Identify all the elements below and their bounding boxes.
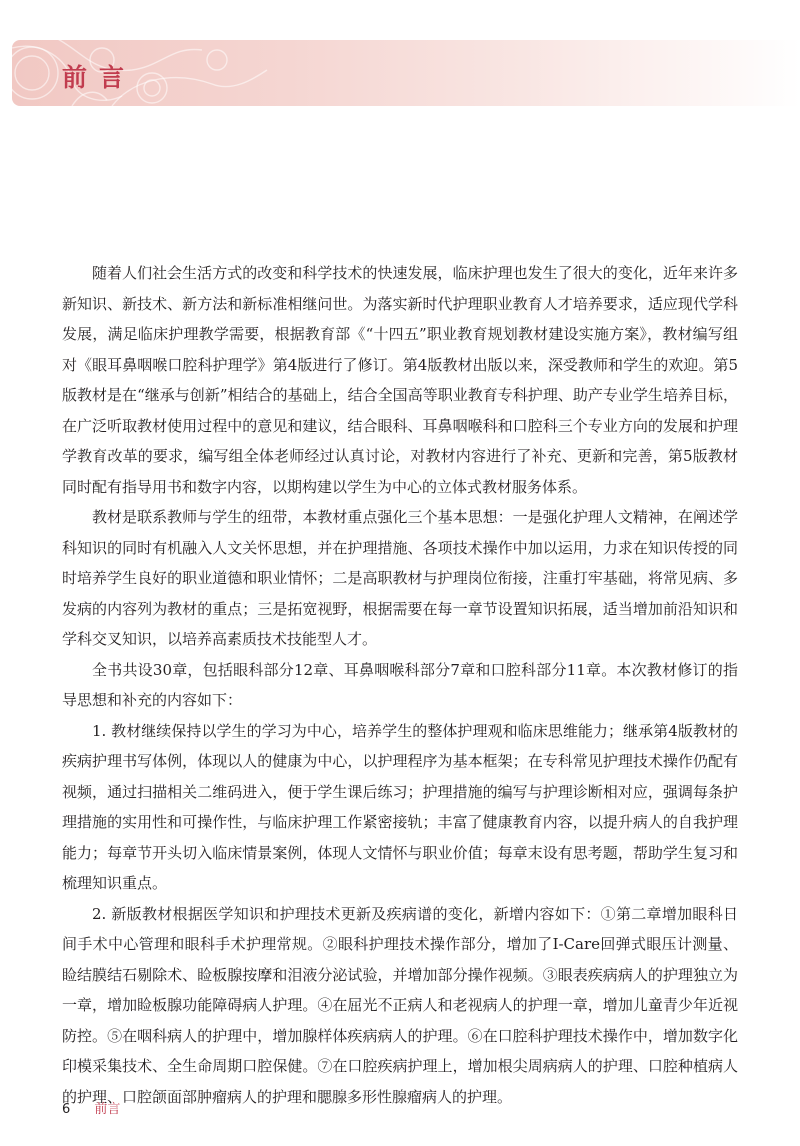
paragraph-2: 教材是联系教师与学生的纽带，本教材重点强化三个基本思想：一是强化护理人文精神，在阐述学科知识的同时有机融入人文关怀思想，并在护理措施、各项技术操作中加以运用，力求在知识传授的同时培养学生良好的职业道德和职业情怀；二是高职教材与护理岗位衔接，注重打牢基础，将常见病、多发病的内容列为教材的重点；三是拓宽视野，根据需要在每一章节设置知识拓展，适当增加前沿知识和学科交叉知识，以培养高素质技术技能型人才。	[62, 508, 738, 648]
preface-body	[62, 258, 738, 1112]
page-number: 6	[62, 1102, 71, 1117]
paragraph-4: 1. 教材继续保持以学生的学习为中心，培养学生的整体护理观和临床思维能力；继承第4版教材的疾病护理书写体例，体现以人的健康为中心，以护理程序为基本框架；在专科常见护理技术操作仍配有视频，通过扫描相关二维码进入，便于学生课后练习；护理措施的编写与护理诊断相对应，强调每条护理措施的实用性和可操作性，与临床护理工作紧密接轨；丰富了健康教育内容，以提升病人的自我护理能力；每章节开头切入临床情景案例，体现人文情怀与职业价值；每章末设有思考题，帮助学生复习和梳理知识重点。	[62, 721, 738, 892]
floral-pattern-icon	[12, 40, 272, 106]
chapter-header-band	[12, 40, 800, 106]
footer-section-name: 前言	[94, 1102, 121, 1117]
page-footer	[62, 1098, 120, 1117]
page-title: 前言	[62, 63, 137, 92]
paragraph-5: 2. 新版教材根据医学知识和护理技术更新及疾病谱的变化，新增内容如下：①第二章增加眼科日间手术中心管理和眼科手术护理常规。②眼科护理技术操作部分，增加了I-Care回弹式眼压计测量、睑结膜结石剔除术、睑板腺按摩和泪液分泌试验，并增加部分操作视频。③眼表疾病病人的护理独立为一章，增加睑板腺功能障碍病人护理。④在屈光不正病人和老视病人的护理一章，增加儿童青少年近视防控。⑤在咽科病人的护理中，增加腺样体疾病病人的护理。⑥在口腔科护理技术操作中，增加数字化印模采集技术、全生命周期口腔保健。⑦在口腔疾病护理上，增加根尖周病病人的护理、口腔种植病人的护理、口腔颌面部肿瘤病人的护理和腮腺多形性腺瘤病人的护理。	[62, 904, 738, 1106]
paragraph-3: 全书共设30章，包括眼科部分12章、耳鼻咽喉科部分7章和口腔科部分11章。本次教材修订的指导思想和补充的内容如下：	[62, 660, 738, 709]
paragraph-1: 随着人们社会生活方式的改变和科学技术的快速发展，临床护理也发生了很大的变化，近年来许多新知识、新技术、新方法和新标准相继问世。为落实新时代护理职业教育人才培养要求，适应现代学科发展，满足临床护理教学需要，根据教育部《“十四五”职业教育规划教材建设实施方案》，教材编写组对《眼耳鼻咽喉口腔科护理学》第4版进行了修订。第4版教材出版以来，深受教师和学生的欢迎。第5版教材是在“继承与创新”相结合的基础上，结合全国高等职业教育专科护理、助产专业学生培养目标，在广泛听取教材使用过程中的意见和建议，结合眼科、耳鼻咽喉科和口腔科三个专业方向的发展和护理学教育改革的要求，编写组全体老师经过认真讨论，对教材内容进行了补充、更新和完善，第5版教材同时配有指导用书和数字内容，以期构建以学生为中心的立体式教材服务体系。	[62, 264, 738, 496]
